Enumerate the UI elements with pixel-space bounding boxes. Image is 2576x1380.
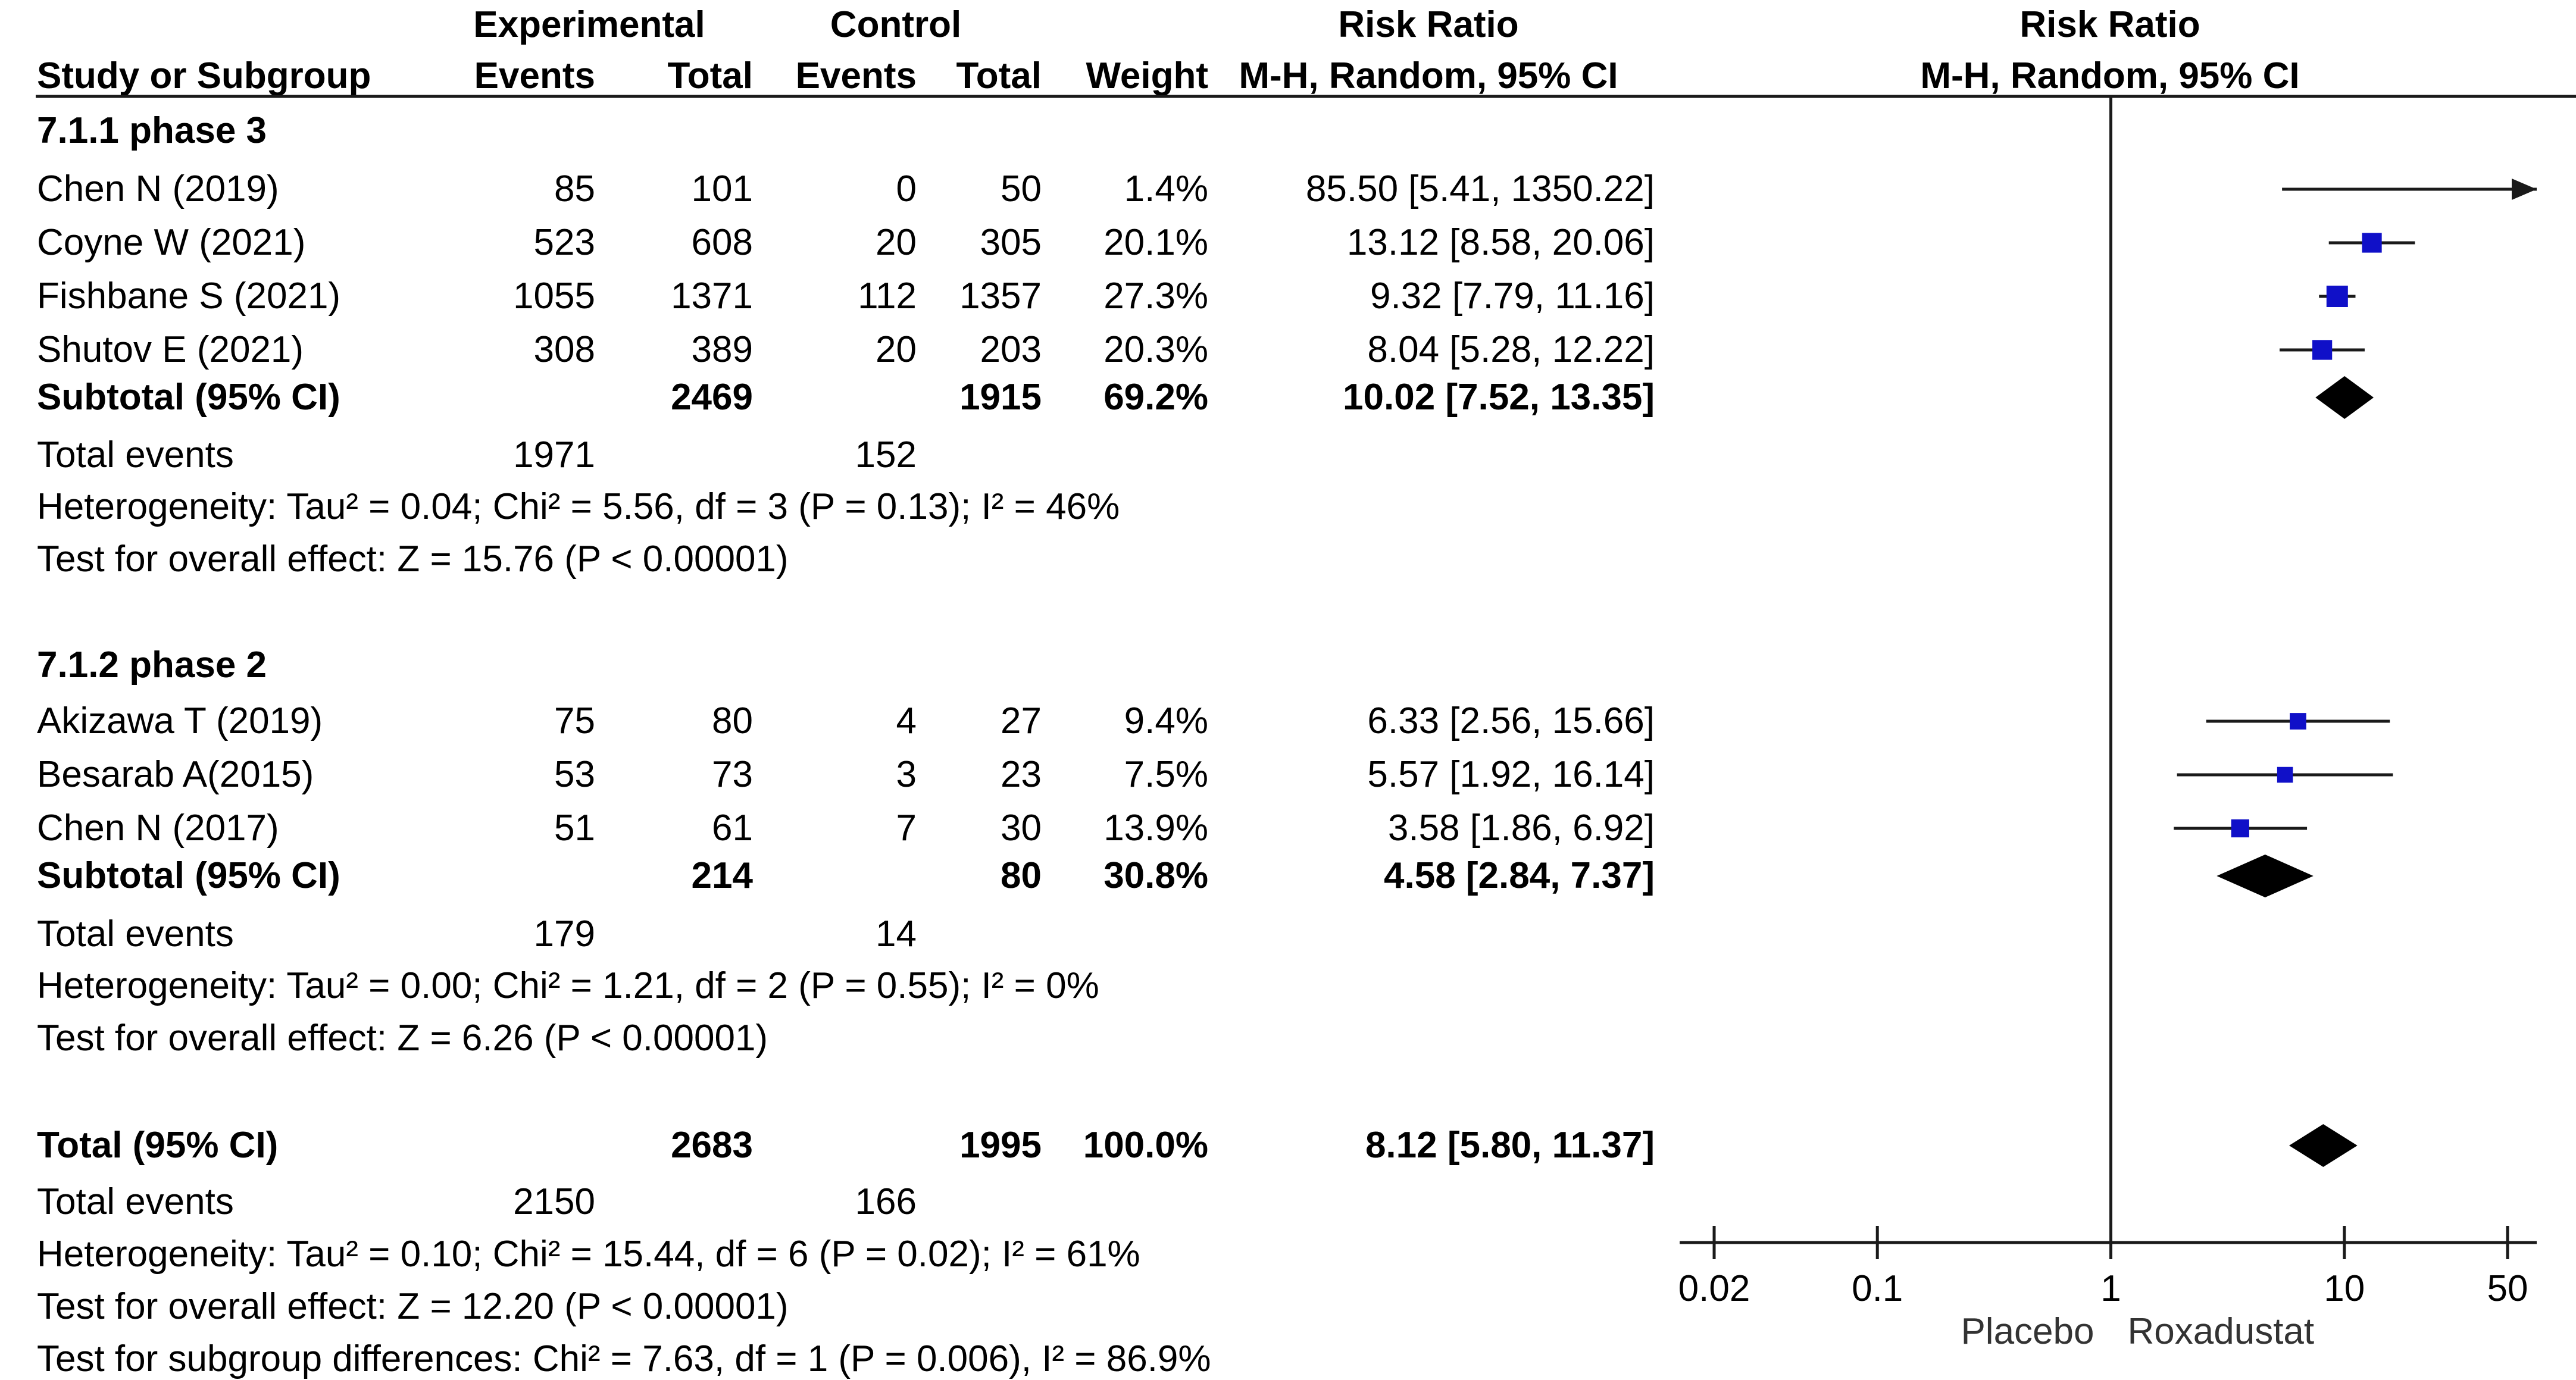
subgroup-total-events-exp: 1971 <box>513 434 595 475</box>
risk-ratio-cell: 8.04 [5.28, 12.22] <box>1367 329 1655 370</box>
pooled-diamond <box>2217 855 2313 897</box>
total-ctrl-total: 1995 <box>959 1125 1042 1166</box>
subtotal-risk-ratio: 4.58 [2.84, 7.37] <box>1384 855 1655 896</box>
subgroup-differences: Test for subgroup differences: Chi² = 7.63, df = 1 (P = 0.006), I² = 86.9% <box>37 1338 1211 1379</box>
subgroup-total-events-ctrl: 14 <box>876 913 917 955</box>
header-control: Control <box>830 4 962 45</box>
header-rr-method: M-H, Random, 95% CI <box>1239 55 1618 96</box>
study-name: Coyne W (2021) <box>37 222 306 263</box>
subgroup-heterogeneity: Heterogeneity: Tau² = 0.00; Chi² = 1.21, df = 2 (P = 0.55); I² = 0% <box>37 965 1099 1006</box>
favours-right-label: Roxadustat <box>2127 1311 2315 1352</box>
exp-total-cell: 389 <box>691 329 753 370</box>
total-weight: 100.0% <box>1083 1125 1208 1166</box>
subgroup-overall-effect: Test for overall effect: Z = 15.76 (P < 0.00001) <box>37 539 789 580</box>
ctrl-events-cell: 20 <box>876 329 917 370</box>
study-marker <box>2231 819 2249 837</box>
weight-cell: 1.4% <box>1124 168 1208 209</box>
weight-cell: 13.9% <box>1103 808 1208 849</box>
study-name: Shutov E (2021) <box>37 329 304 370</box>
total-events-label: Total events <box>37 1181 234 1222</box>
header-exp-total: Total <box>667 55 753 96</box>
ctrl-events-cell: 112 <box>858 276 917 317</box>
subgroup-total-events-ctrl: 152 <box>855 434 917 475</box>
exp-total-cell: 1371 <box>671 276 753 317</box>
favours-left-label: Placebo <box>1961 1311 2094 1352</box>
pooled-diamond <box>2315 376 2374 419</box>
study-marker <box>2327 286 2348 307</box>
subtotal-label: Subtotal (95% CI) <box>37 377 340 418</box>
weight-cell: 20.1% <box>1103 222 1208 263</box>
header-ctrl-events: Events <box>795 55 917 96</box>
ctrl-events-cell: 4 <box>896 700 917 741</box>
ctrl-total-cell: 203 <box>980 329 1042 370</box>
total-label: Total (95% CI) <box>37 1125 279 1166</box>
ctrl-events-cell: 0 <box>896 168 917 209</box>
risk-ratio-cell: 5.57 [1.92, 16.14] <box>1367 754 1655 795</box>
total-overall-effect: Test for overall effect: Z = 12.20 (P < 0.00001) <box>37 1286 789 1327</box>
exp-events-cell: 308 <box>533 329 595 370</box>
exp-total-cell: 101 <box>691 168 753 209</box>
total-events-ctrl: 166 <box>855 1181 917 1222</box>
study-name: Akizawa T (2019) <box>37 700 323 741</box>
header-study-or-subgroup: Study or Subgroup <box>37 55 371 96</box>
weight-cell: 27.3% <box>1103 276 1208 317</box>
exp-events-cell: 523 <box>533 222 595 263</box>
total-heterogeneity: Heterogeneity: Tau² = 0.10; Chi² = 15.44, df = 6 (P = 0.02); I² = 61% <box>37 1234 1140 1275</box>
subtotal-risk-ratio: 10.02 [7.52, 13.35] <box>1343 377 1655 418</box>
ctrl-total-cell: 305 <box>980 222 1042 263</box>
subgroup-overall-effect: Test for overall effect: Z = 6.26 (P < 0.00001) <box>37 1018 768 1059</box>
plot-area <box>1678 96 2537 1352</box>
ctrl-total-cell: 30 <box>1001 808 1042 849</box>
ctrl-total-cell: 27 <box>1001 700 1042 741</box>
subtotal-weight: 30.8% <box>1103 855 1208 896</box>
exp-total-cell: 608 <box>691 222 753 263</box>
x-tick-label: 1 <box>2100 1268 2121 1309</box>
exp-events-cell: 1055 <box>513 276 595 317</box>
subgroup-total-events-label: Total events <box>37 434 234 475</box>
study-marker <box>2277 767 2293 783</box>
subgroup-total-events-label: Total events <box>37 913 234 955</box>
ctrl-events-cell: 7 <box>896 808 917 849</box>
subgroup-total-events-exp: 179 <box>533 913 595 955</box>
table-header <box>36 4 2576 96</box>
total-events-exp: 2150 <box>513 1181 595 1222</box>
subtotal-label: Subtotal (95% CI) <box>37 855 340 896</box>
study-name: Fishbane S (2021) <box>37 276 341 317</box>
exp-events-cell: 75 <box>554 700 595 741</box>
plot-method: M-H, Random, 95% CI <box>1920 55 2300 96</box>
weight-cell: 20.3% <box>1103 329 1208 370</box>
exp-events-cell: 51 <box>554 808 595 849</box>
weight-cell: 9.4% <box>1124 700 1208 741</box>
exp-total-cell: 61 <box>712 808 753 849</box>
header-risk-ratio: Risk Ratio <box>1338 4 1519 45</box>
subtotal-ctrl-total: 1915 <box>959 377 1042 418</box>
risk-ratio-cell: 9.32 [7.79, 11.16] <box>1370 276 1655 317</box>
ctrl-total-cell: 50 <box>1001 168 1042 209</box>
header-ctrl-total: Total <box>956 55 1042 96</box>
risk-ratio-cell: 85.50 [5.41, 1350.22] <box>1305 168 1655 209</box>
study-name: Chen N (2017) <box>37 808 279 849</box>
header-exp-events: Events <box>474 55 595 96</box>
header-experimental: Experimental <box>473 4 705 45</box>
x-tick-label: 10 <box>2324 1268 2365 1309</box>
study-name: Besarab A(2015) <box>37 754 314 795</box>
pooled-diamond <box>2289 1124 2358 1167</box>
plot-title: Risk Ratio <box>2019 4 2200 45</box>
ctrl-total-cell: 1357 <box>959 276 1042 317</box>
subtotal-weight: 69.2% <box>1103 377 1208 418</box>
exp-total-cell: 73 <box>712 754 753 795</box>
risk-ratio-cell: 3.58 [1.86, 6.92] <box>1387 808 1655 849</box>
exp-events-cell: 85 <box>554 168 595 209</box>
ctrl-total-cell: 23 <box>1001 754 1042 795</box>
ci-arrow <box>2512 179 2537 200</box>
study-marker <box>2290 713 2306 730</box>
header-weight: Weight <box>1086 55 1208 96</box>
total-risk-ratio: 8.12 [5.80, 11.37] <box>1365 1125 1655 1166</box>
subtotal-exp-total: 214 <box>691 855 753 896</box>
total-exp-total: 2683 <box>671 1125 753 1166</box>
weight-cell: 7.5% <box>1124 754 1208 795</box>
subgroup-title: 7.1.2 phase 2 <box>37 644 267 686</box>
x-tick-label: 0.1 <box>1852 1268 1903 1309</box>
subgroup-heterogeneity: Heterogeneity: Tau² = 0.04; Chi² = 5.56, df = 3 (P = 0.13); I² = 46% <box>37 486 1120 527</box>
exp-events-cell: 53 <box>554 754 595 795</box>
study-marker <box>2312 340 2332 359</box>
table-body <box>37 110 1655 1379</box>
x-tick-label: 50 <box>2487 1268 2528 1309</box>
risk-ratio-cell: 6.33 [2.56, 15.66] <box>1367 700 1655 741</box>
ctrl-events-cell: 3 <box>896 754 917 795</box>
subtotal-ctrl-total: 80 <box>1001 855 1042 896</box>
subtotal-exp-total: 2469 <box>671 377 753 418</box>
study-marker <box>2362 233 2381 252</box>
subgroup-title: 7.1.1 phase 3 <box>37 110 267 151</box>
ctrl-events-cell: 20 <box>876 222 917 263</box>
risk-ratio-cell: 13.12 [8.58, 20.06] <box>1346 222 1655 263</box>
study-name: Chen N (2019) <box>37 168 279 209</box>
x-tick-label: 0.02 <box>1678 1268 1750 1309</box>
exp-total-cell: 80 <box>712 700 753 741</box>
